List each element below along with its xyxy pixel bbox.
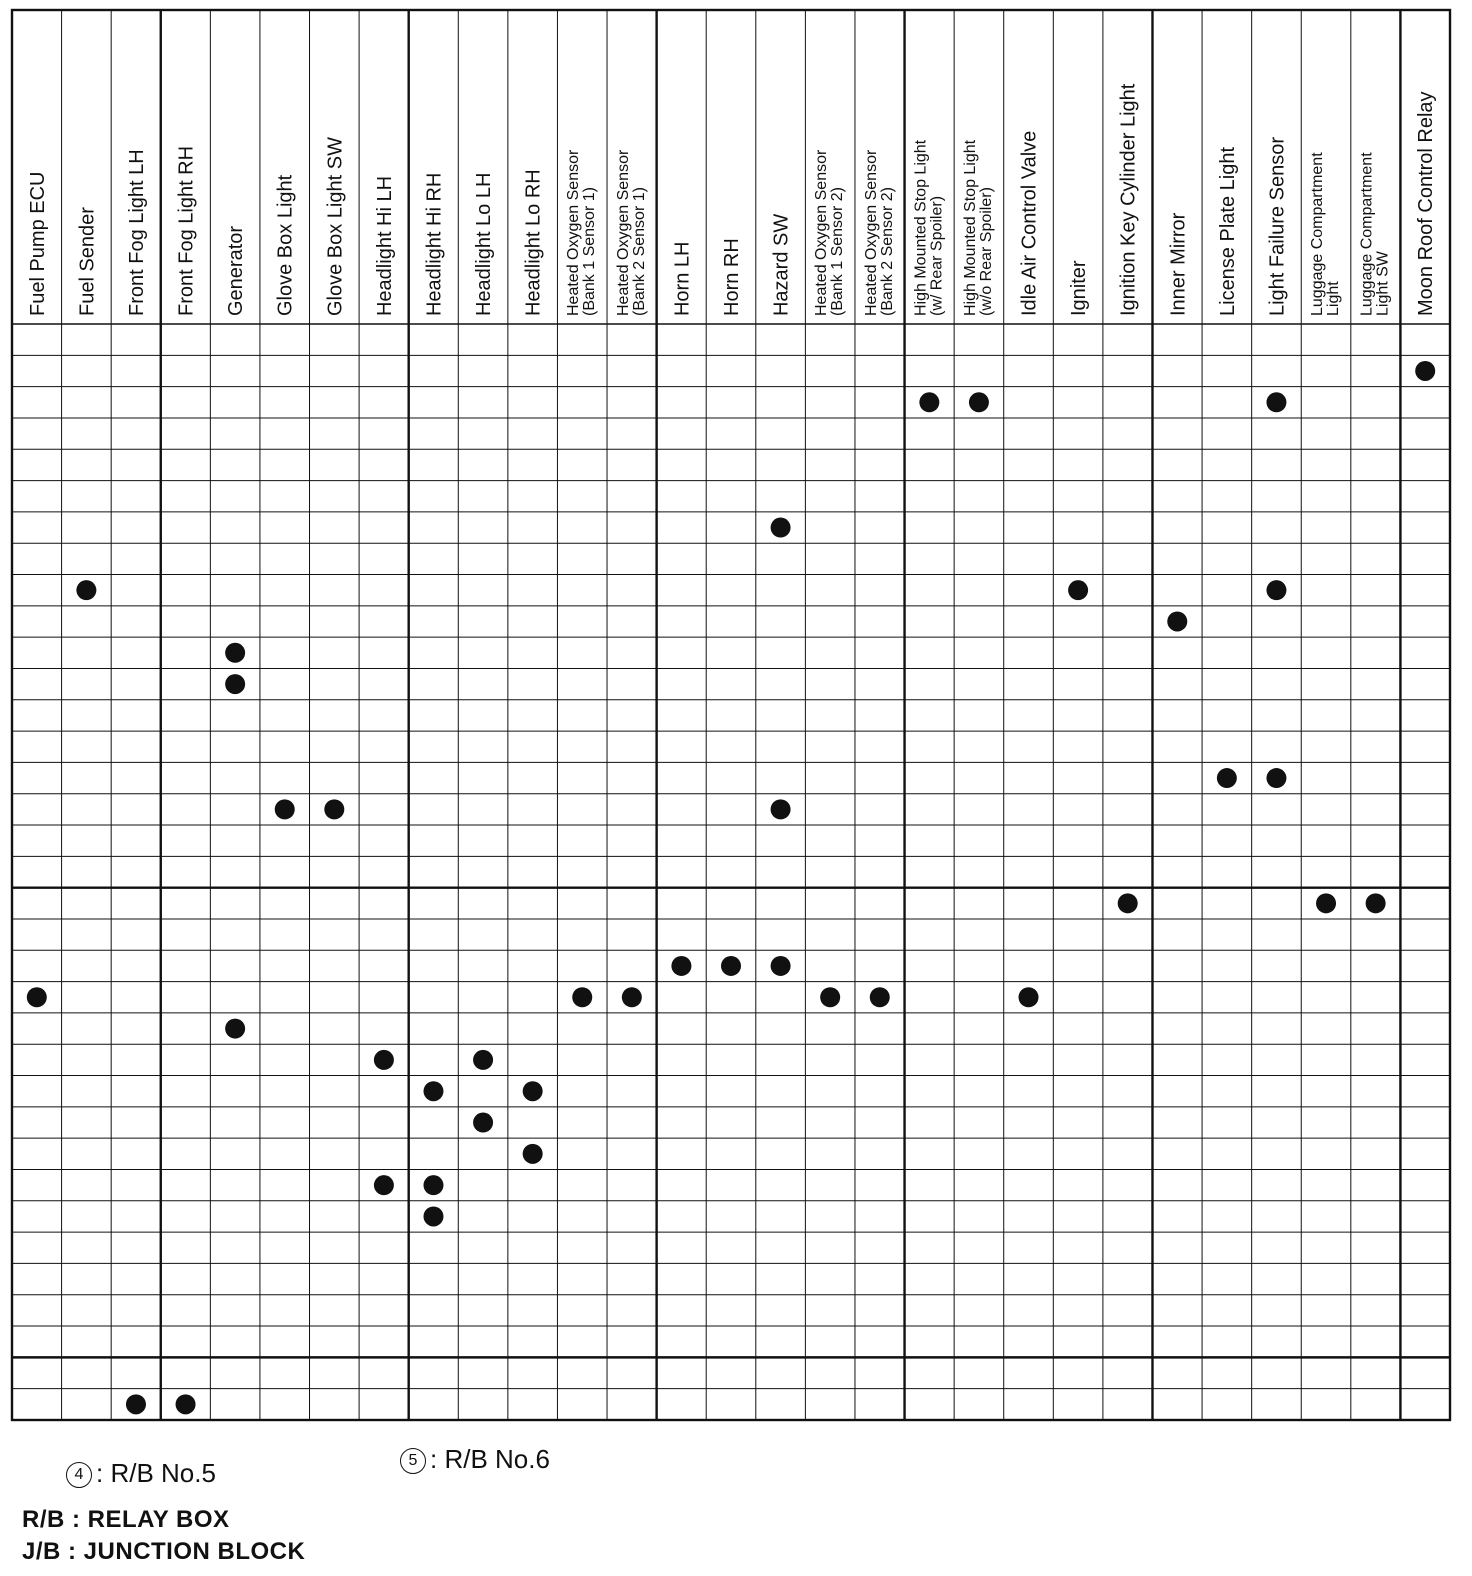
connection-dot — [572, 987, 592, 1007]
column-header-label: Ignition Key Cylinder Light — [1117, 83, 1140, 316]
column-header-label: Front Fog Light RH — [175, 145, 198, 316]
legend-ref-4 — [66, 1458, 216, 1489]
column-header-label: (Bank 2 Sensor 2) — [878, 187, 896, 316]
connection-dot — [324, 799, 344, 819]
connection-dot — [1068, 580, 1088, 600]
connection-dot — [1316, 893, 1336, 913]
connection-dot — [374, 1050, 394, 1070]
column-header-label: Igniter — [1068, 260, 1091, 316]
connection-dot — [771, 799, 791, 819]
connection-dot — [1415, 361, 1435, 381]
column-header-label: Luggage Compartment — [1358, 152, 1376, 316]
column-header-label: Generator — [225, 225, 248, 316]
column-header-label: High Mounted Stop Light — [961, 139, 979, 316]
connection-dot — [176, 1394, 196, 1414]
column-header-label: High Mounted Stop Light — [912, 139, 930, 316]
definition-relay-box: R/B : RELAY BOX — [22, 1506, 230, 1533]
column-header-label: Headlight Lo LH — [473, 172, 496, 316]
connection-dot — [622, 987, 642, 1007]
column-header-label: Fuel Pump ECU — [26, 171, 49, 316]
column-header-label: Horn LH — [671, 241, 694, 316]
column-header-label: Heated Oxygen Sensor — [862, 149, 880, 316]
column-header-label: (w/o Rear Spoiler) — [977, 187, 995, 316]
column-header-label: Glove Box Light SW — [324, 137, 347, 316]
column-header-label: (Bank 2 Sensor 1) — [630, 187, 648, 316]
connection-dot — [820, 987, 840, 1007]
column-header-label: Heated Oxygen Sensor — [813, 149, 831, 316]
connection-dot — [523, 1144, 543, 1164]
definition-junction-block: J/B : JUNCTION BLOCK — [22, 1538, 306, 1565]
connection-dot — [1266, 392, 1286, 412]
connection-dot — [423, 1175, 443, 1195]
connection-dot — [275, 799, 295, 819]
legend-ref-5-text: : R/B No.6 — [430, 1444, 550, 1474]
column-header-label: Headlight Hi RH — [423, 172, 446, 316]
column-header-label: License Plate Light — [1216, 146, 1239, 316]
connection-dot — [76, 580, 96, 600]
connection-dot — [1167, 611, 1187, 631]
column-header-label: Inner Mirror — [1167, 212, 1190, 316]
connection-dot — [27, 987, 47, 1007]
connection-dot — [721, 956, 741, 976]
connection-dot — [870, 987, 890, 1007]
column-header-label: Light — [1325, 281, 1343, 316]
connection-dot — [374, 1175, 394, 1195]
column-header-label: (Bank 1 Sensor 1) — [581, 187, 599, 316]
connection-dot — [523, 1081, 543, 1101]
column-header-label: Fuel Sender — [76, 207, 99, 316]
column-header-label: Headlight Lo RH — [522, 169, 545, 316]
connection-dot — [1019, 987, 1039, 1007]
connection-dot — [423, 1081, 443, 1101]
connection-dot — [473, 1113, 493, 1133]
connection-dot — [1366, 893, 1386, 913]
connection-dot — [671, 956, 691, 976]
column-header-label: (w/ Rear Spoiler) — [928, 195, 946, 316]
column-header-label: Front Fog Light LH — [125, 149, 148, 316]
connection-dot — [771, 956, 791, 976]
circled-number-5: 5 — [400, 1448, 426, 1474]
column-header-label: Moon Roof Control Relay — [1415, 91, 1438, 316]
connection-dot — [1118, 893, 1138, 913]
connection-dot — [225, 1019, 245, 1039]
column-header-label: Light SW — [1374, 251, 1392, 316]
connection-dot — [225, 674, 245, 694]
column-header-label: Light Failure Sensor — [1266, 137, 1289, 316]
column-header-label: Glove Box Light — [274, 174, 297, 316]
connection-dot — [473, 1050, 493, 1070]
legend-ref-5 — [400, 1444, 550, 1475]
column-header-label: Horn RH — [721, 238, 743, 316]
column-header-label: Heated Oxygen Sensor — [614, 149, 632, 316]
connection-dot — [1266, 580, 1286, 600]
column-header-label: Luggage Compartment — [1309, 152, 1327, 316]
connection-dot — [919, 392, 939, 412]
connection-dot — [1266, 768, 1286, 788]
column-header-label: Heated Oxygen Sensor — [565, 149, 583, 316]
circled-number-4: 4 — [66, 1462, 92, 1488]
connection-dot — [771, 518, 791, 538]
column-header-label: Hazard SW — [770, 213, 793, 316]
column-header-label: (Bank 1 Sensor 2) — [829, 187, 847, 316]
connection-dot — [969, 392, 989, 412]
connection-dot — [126, 1394, 146, 1414]
column-headers — [27, 83, 1437, 316]
connection-dot — [1217, 768, 1237, 788]
connection-dot — [225, 643, 245, 663]
legend-ref-4-text: : R/B No.5 — [96, 1458, 216, 1488]
column-header-label: Headlight Hi LH — [373, 175, 396, 316]
connection-dot — [423, 1206, 443, 1226]
column-header-label: Idle Air Control Valve — [1018, 130, 1041, 316]
